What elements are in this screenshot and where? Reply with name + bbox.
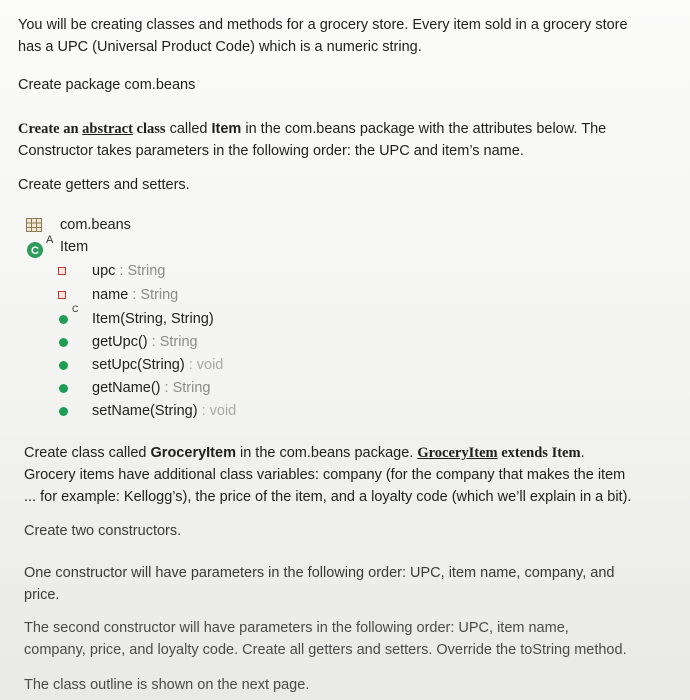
public-constructor-icon bbox=[59, 315, 68, 324]
getters-setters-text: Create getters and setters. bbox=[18, 177, 190, 193]
called-text: called bbox=[165, 121, 212, 137]
ctor2-line-2: company, price, and loyalty code. Create all getters and setters. Override the toString method. bbox=[24, 642, 627, 658]
class-name: Item bbox=[60, 239, 89, 255]
ctor1-line-2: price. bbox=[24, 587, 60, 603]
private-field-icon bbox=[58, 291, 66, 299]
public-method-icon bbox=[59, 338, 68, 347]
grocery-line-3: ... for example: Kellogg’s), the price of the item, and a loyalty code (which we’ll explain in a bit). bbox=[24, 489, 632, 505]
member-setupc: setUpc(String) : void bbox=[92, 357, 224, 373]
ctor2-line-1: The second constructor will have parameters in the following order: UPC, item name, bbox=[24, 620, 569, 636]
grocery-line-1: Create class called GroceryItem in the com.beans package. GroceryItem extends Item. bbox=[24, 445, 585, 461]
member-getname: getName() : String bbox=[92, 380, 211, 396]
abstract-class-paragraph bbox=[18, 118, 678, 162]
grocery-line-2: Grocery items have additional class variables: company (for the company that makes the item bbox=[24, 467, 626, 483]
constructor-two-paragraph bbox=[24, 617, 684, 661]
abstract-line-1 bbox=[18, 118, 678, 140]
member-constructor: Item(String, String) bbox=[92, 311, 214, 327]
abstract-class-icon bbox=[26, 239, 48, 259]
svg-text:C: C bbox=[31, 245, 39, 257]
constructor-one-paragraph bbox=[24, 562, 684, 606]
intro-line-1: You will be creating classes and methods for a grocery store. Every item sold in a grocery store bbox=[18, 17, 628, 33]
two-constructors-text: Create two constructors. bbox=[24, 523, 182, 539]
private-field-icon bbox=[58, 267, 66, 275]
create-package-text: Create package com.beans bbox=[18, 77, 196, 93]
class-keyword: class bbox=[132, 121, 166, 137]
intro-paragraph bbox=[18, 14, 678, 58]
member-upc: upc : String bbox=[92, 263, 166, 279]
grocery-item-paragraph bbox=[24, 442, 684, 508]
public-method-icon bbox=[59, 361, 68, 370]
item-class-name: Item bbox=[211, 121, 242, 137]
extends-item-text: extends Item bbox=[497, 445, 581, 461]
ctor1-line-1: One constructor will have parameters in the following order: UPC, item name, company, and bbox=[24, 565, 615, 581]
outline-note-text: The class outline is shown on the next page. bbox=[24, 677, 310, 693]
package-name: com.beans bbox=[60, 217, 131, 233]
create-an-text: Create an bbox=[18, 121, 83, 137]
class-outline bbox=[26, 214, 326, 424]
abstract-keyword: abstract bbox=[82, 121, 133, 137]
abstract-line-1-rest: in the com.beans package with the attributes below. The bbox=[241, 121, 607, 137]
intro-line-2: has a UPC (Universal Product Code) which is a numeric string. bbox=[18, 39, 422, 55]
member-setname: setName(String) : void bbox=[92, 403, 237, 419]
member-getupc: getUpc() : String bbox=[92, 334, 198, 350]
abstract-badge: A bbox=[46, 234, 54, 246]
member-name: name : String bbox=[92, 287, 179, 303]
public-method-icon bbox=[59, 407, 68, 416]
constructor-badge: C bbox=[72, 304, 79, 314]
package-icon bbox=[26, 218, 42, 232]
public-method-icon bbox=[59, 384, 68, 393]
grocery-item-class-name: GroceryItem bbox=[150, 445, 236, 461]
extends-class-name: GroceryItem bbox=[417, 445, 498, 461]
abstract-line-2: Constructor takes parameters in the following order: the UPC and item’s name. bbox=[18, 143, 524, 159]
